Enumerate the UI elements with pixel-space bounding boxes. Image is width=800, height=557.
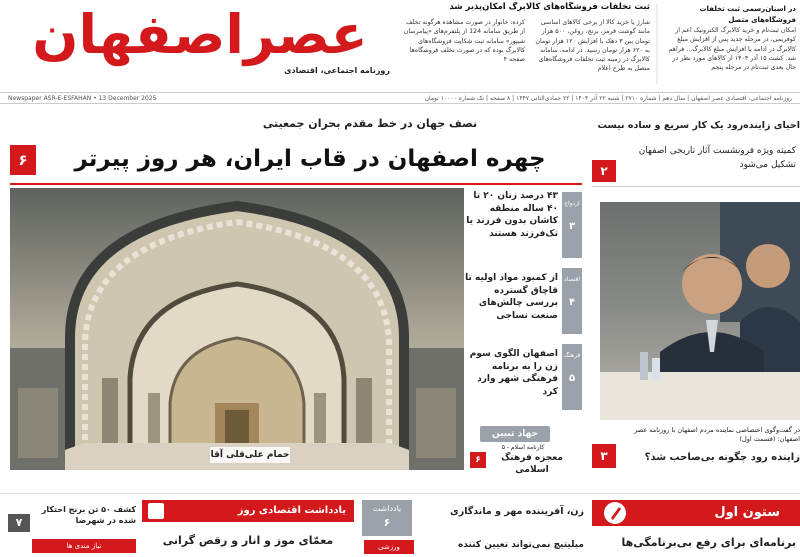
side-category-label: اقتصاد	[563, 276, 581, 283]
side-category-marriage	[562, 192, 582, 258]
bottom-news-3[interactable]: میلیتیچ نمی‌تواند تعیین کننده	[457, 540, 584, 550]
bottom-news-1[interactable]: کشف ۵۰ تن برنج احتکار شده در شهرضا	[41, 505, 136, 525]
bottom-page-badge: ۷	[8, 514, 30, 532]
side-news-strip	[464, 188, 582, 475]
classifieds-tag[interactable]: نیاز مندی ها	[32, 539, 136, 553]
masthead-column-3	[662, 4, 796, 88]
note-label	[362, 500, 412, 536]
sports-tag[interactable]: ورزشی	[364, 540, 414, 554]
side-page-number: ۴	[568, 297, 576, 308]
interview-page-badge: ۳	[592, 444, 616, 468]
interview-caption: در گفت‌وگوی اختصاصی نماینده مردم اصفهان با روزنامه عصر اصفهان: (قسمت اول)	[634, 426, 800, 443]
side-news-item-1[interactable]: ۴۳ درصد زنان ۲۰ تا ۴۰ ساله منطقه کاشان بدون فرزند یا تک‌فرزند هستند	[466, 191, 558, 239]
interview-title[interactable]: زاینده رود چگونه بی‌صاحب شد؟	[644, 452, 800, 463]
main-photo-hammam[interactable]	[10, 188, 464, 470]
masthead-news-title[interactable]	[405, 2, 650, 14]
divider	[10, 183, 582, 185]
masthead-column-3-text: امکان ثبت‌نام و خرید کالابرگ الکترونیک اعم از کوفریمی، در مرحله جدید پس از افزایش مبلغ کالابرگ در ادامه با افزایش مبلغ کالابرگ... فراهم شد. کشت ۱۵ آذر ۱۴۰۴ از کالاهای مورد نظر در حال بعدی ثبت‌نام در مرحله پنجم	[668, 27, 796, 72]
jahad-subtitle: کارنامه اسلام - ۵	[501, 444, 545, 451]
side-page-number: ۵	[568, 373, 576, 384]
side-category-culture	[562, 344, 582, 410]
divider	[656, 4, 658, 84]
first-column-title[interactable]: برنامه‌ای برای رفع بی‌برنامگی‌ها	[621, 536, 796, 549]
masthead-column-1	[400, 4, 525, 88]
pen-icon	[604, 502, 626, 524]
masthead-column-3-title: در اسنان‌رسمی ثبت تخلفات فروشگاه‌های متصل	[699, 5, 796, 24]
jahad-page-badge: ۶	[470, 452, 486, 468]
note-icon	[148, 503, 164, 519]
speaker-illustration	[600, 202, 800, 420]
dateline-bar	[0, 92, 800, 104]
side-category-label: ازدواج	[564, 200, 580, 207]
interview-photo[interactable]	[600, 202, 800, 420]
photo-caption: حمام علی‌قلی آقا	[210, 447, 290, 463]
right-column	[592, 116, 800, 476]
main-headline[interactable]: چهره اصفهان در قاب ایران، هر روز پیرتر	[74, 146, 546, 172]
side-page-number: ۳	[568, 221, 576, 232]
newspaper-logo: عصراصفهان	[32, 3, 368, 66]
economic-note-title[interactable]: معمّای موز و انار و رقص گرانی	[162, 534, 334, 547]
tagline: روزنامه اجتماعی، اقتصادی	[284, 66, 390, 75]
masthead-column-2	[530, 4, 650, 88]
hammam-illustration	[10, 188, 464, 470]
side-category-label: فرهنگ	[563, 352, 581, 359]
supertitle: نصف جهان در خط مقدم بحران جمعیتی	[262, 117, 478, 130]
masthead	[0, 0, 800, 92]
bottom-strip	[0, 493, 800, 557]
jahad-label: جهاد تبیین	[480, 426, 550, 442]
jahad-title[interactable]: معجزه فرهنگ اسلامی	[501, 453, 563, 475]
masthead-column-1-text: کرده، خانوار در صورت مشاهده هرگونه تخلف از طریق سامانه 124 از پلتفرم‌های «پیامرسان شیپور» سامانه ثبت شکایت فروشگاه‌های کالابرگ بوده که در صورت تخلف فروشگاه‌ها صفحه ۴	[403, 19, 525, 64]
dateline-persian: روزنامه اجتماعی، اقتصادی عصر اصفهان | سال دهم | شماره ۲۷۱۰ | شنبه ۲۲ آذر ۱۴۰۴ | ۲۲ جمادی‌الثانی ۱۴۴۷ | ۸ صفحه | تک شماره ۱۰۰۰۰ تومان	[424, 95, 792, 102]
side-category-economy	[562, 268, 582, 334]
masthead-news-title-text: ثبت تخلفات فروشگاه‌های کالابرگ امکان‌پذیر شد	[449, 2, 650, 12]
masthead-column-2-text: شارژ یا خرید کالا از برخی کالاهای اساسی مانند گوشت قرمز، برنج، روغن، ۵۰۰ هزار تومان بین ۳ دهک با افزایش ۱۲۰ هزار تومان به ۶۲۰ هزار تومان رسید. در ادامه، سامانه کالابرگ در زمینه ثبت تخلفات فروشگاه‌های متصل به طرح اعلام	[535, 19, 650, 73]
note-label-text: یادداشت	[372, 504, 402, 513]
economic-note-label: یادداشت اقتصادی روز	[142, 500, 354, 522]
first-column-label: ستون اول	[592, 500, 800, 526]
note-page-number: ۶	[383, 516, 391, 529]
dateline-english: Newspaper ASR-E-ESFAHAN • 13 December 2025	[8, 95, 157, 102]
divider	[592, 186, 800, 187]
right-column-title[interactable]: احیای زاینده‌رود یک کار سریع و ساده نیست	[597, 120, 800, 131]
right-subtitle-page-badge: ۲	[592, 160, 616, 182]
side-news-item-2[interactable]: از کمبود مواد اولیه تا قاچاق گسترده بررسی چالش‌های صنعت نساجی	[465, 273, 558, 321]
headline-page-badge: ۶	[10, 145, 36, 175]
bottom-news-2[interactable]: زن، آفریننده مهر و ماندگاری	[450, 506, 584, 517]
side-news-item-3[interactable]: اصفهان الگوی سوم زن را به برنامه فرهنگی شهر وارد کرد	[469, 349, 558, 397]
right-column-subtitle[interactable]: کمیته ویژه فرونشست آثار تاریخی اصفهان تشکیل می‌شود	[638, 146, 796, 170]
